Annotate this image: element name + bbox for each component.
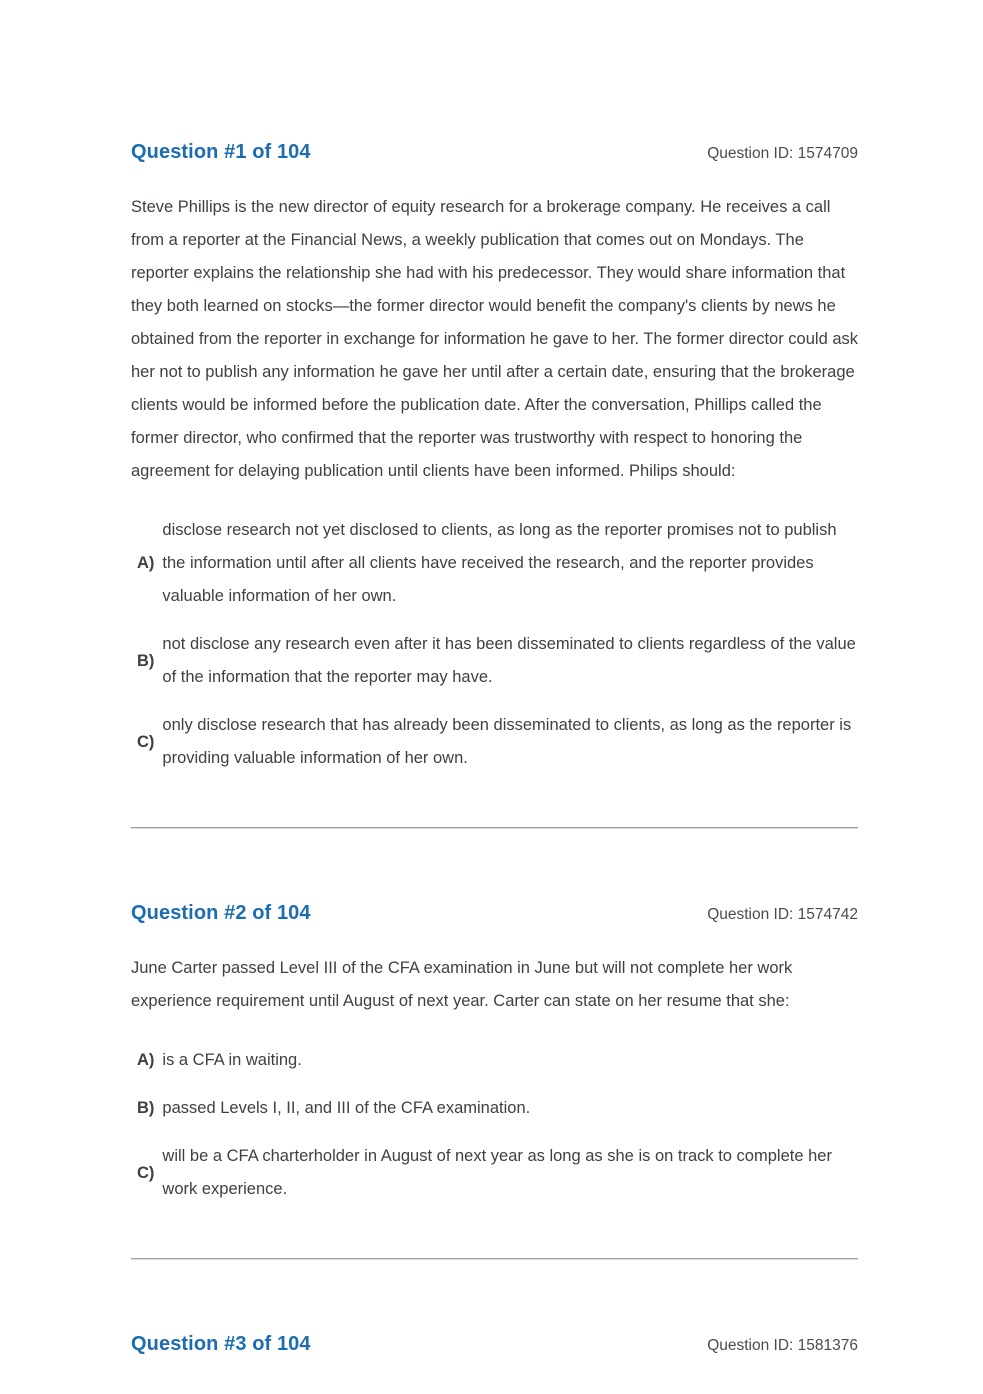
question-text: June Carter passed Level III of the CFA examination in June but will not complete her work experience requirement until August of next year. Carter can state on her resume that she: bbox=[131, 959, 793, 1010]
question-divider bbox=[131, 1258, 858, 1259]
option-a-text: is a CFA in waiting. bbox=[162, 1051, 302, 1069]
question-id: Question ID: 1581376 bbox=[707, 1337, 858, 1354]
option-c bbox=[131, 709, 858, 775]
question-header bbox=[131, 1333, 858, 1356]
question-header bbox=[131, 902, 858, 925]
option-a bbox=[131, 514, 858, 613]
option-b-label: B) bbox=[137, 1099, 155, 1117]
option-b-label: B) bbox=[137, 651, 155, 670]
options-list bbox=[131, 514, 858, 775]
option-c-text: will be a CFA charterholder in August of next year as long as she is on track to complete her work experience. bbox=[162, 1147, 832, 1198]
option-a-text: disclose research not yet disclosed to clients, as long as the reporter promises not to publish the information until after all clients have received the research, and the reporter provides valuable information of her own. bbox=[162, 521, 837, 605]
question-block-3 bbox=[131, 1333, 858, 1356]
option-c-label: C) bbox=[137, 732, 155, 751]
question-title: Question #3 of 104 bbox=[131, 1333, 311, 1355]
option-a-label: A) bbox=[137, 554, 155, 572]
option-b bbox=[131, 1092, 858, 1125]
option-b bbox=[131, 628, 858, 694]
question-text: Steve Phillips is the new director of equity research for a brokerage company. He receives a call from a reporter at the Financial News, a weekly publication that comes out on Mondays. The reporter explains the relationship she had with his predecessor. They would share information that they both learned on stocks—the former director would benefit the company's clients by news he obtained from the reporter in exchange for information he gave to her. The former director could ask her not to publish any information he gave her until after a certain date, ensuring that the brokerage clients would be informed before the publication date. After the conversation, Phillips called the former director, who confirmed that the reporter was trustworthy with respect to honoring the agreement for delaying publication until clients have been informed. Philips should: bbox=[131, 198, 859, 480]
option-a-label: A) bbox=[137, 1051, 155, 1069]
option-b-text: not disclose any research even after it has been disseminated to clients regardless of the value of the information that the reporter may have. bbox=[162, 635, 856, 686]
option-b-text: passed Levels I, II, and III of the CFA examination. bbox=[162, 1099, 531, 1117]
option-a bbox=[131, 1044, 858, 1077]
options-list bbox=[131, 1044, 858, 1206]
question-id: Question ID: 1574709 bbox=[707, 145, 858, 162]
question-divider bbox=[131, 827, 858, 828]
question-bank-page bbox=[131, 0, 858, 1356]
question-title: Question #2 of 104 bbox=[131, 902, 311, 924]
option-c bbox=[131, 1140, 858, 1206]
question-title: Question #1 of 104 bbox=[131, 141, 311, 163]
question-header bbox=[131, 141, 858, 164]
option-c-text: only disclose research that has already been disseminated to clients, as long as the reporter is providing valuable information of her own. bbox=[162, 716, 852, 767]
question-id: Question ID: 1574742 bbox=[707, 906, 858, 923]
question-block-1 bbox=[131, 141, 858, 775]
question-block-2 bbox=[131, 902, 858, 1206]
option-c-label: C) bbox=[137, 1163, 155, 1182]
